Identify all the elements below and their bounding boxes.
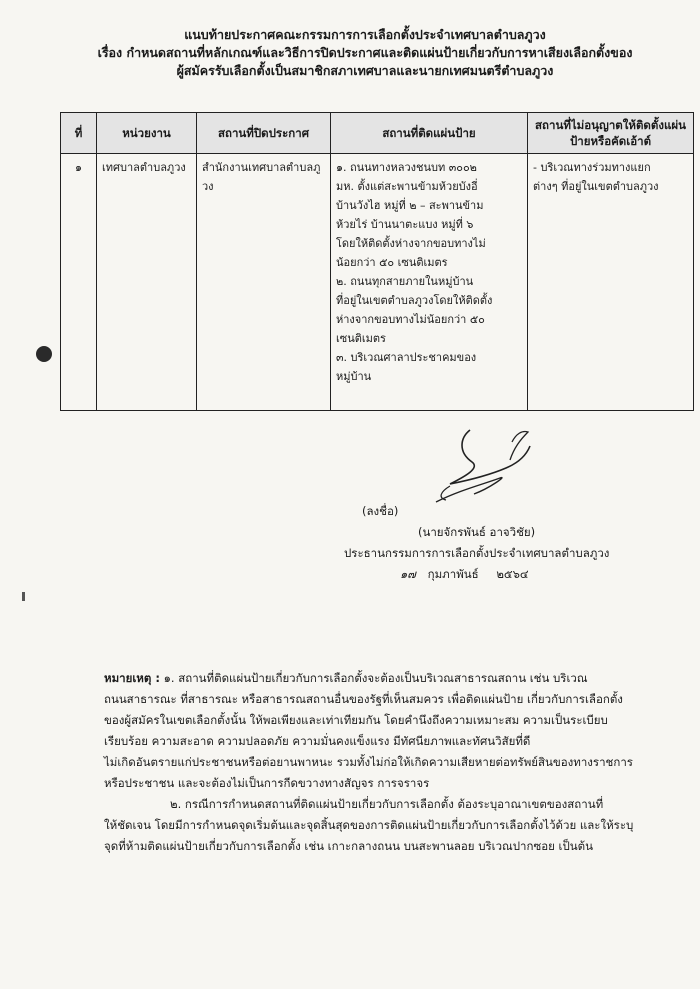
remark-line: ให้ชัดเจน โดยมีการกำหนดจุดเริ่มต้นและจุดสิ้นสุดของการติดแผ่นป้ายเกี่ยวกับการเลือกตั้งไว้ด้วย และให้ระบุ (104, 818, 634, 832)
scan-mark (22, 592, 25, 601)
cell-notice-place: สำนักงานเทศบาลตำบลภูวง (197, 154, 331, 411)
header-line-2: เรื่อง กำหนดสถานที่หลักเกณฑ์และวิธีการปิดประกาศและติดแผ่นป้ายเกี่ยวกับการหาเสียงเลือกตั้งของ (97, 45, 633, 60)
header-prohibited: สถานที่ไม่อนุญาตให้ติดตั้งแผ่นป้ายหรือคัดเอ้าต์ (528, 113, 694, 154)
date-month: กุมภาพันธ์ (427, 567, 479, 581)
sign-location-line: น้อยกว่า ๕๐ เซนติเมตร (336, 256, 448, 269)
cell-agency: เทศบาลตำบลภูวง (97, 154, 197, 411)
remark-line (104, 668, 664, 689)
prohibited-line: ต่างๆ ที่อยู่ในเขตตำบลภูวง (533, 180, 659, 193)
sign-location-line: ๑. ถนนทางหลวงชนบท ๓๐๐๒ (336, 161, 477, 174)
table-row (61, 154, 694, 411)
locations-table (60, 112, 694, 411)
cell-prohibited (528, 154, 694, 411)
sign-location-line: มห. ตั้งแต่สะพานข้ามห้วยบังอี่ (336, 180, 478, 193)
date-day: ๑๗ (400, 567, 416, 581)
binder-hole (36, 346, 52, 362)
remark-line: ๒. กรณีการกำหนดสถานที่ติดแผ่นป้ายเกี่ยวกับการเลือกตั้ง ต้องระบุอาณาเขตของสถานที่ (170, 797, 604, 811)
prohibited-line: - บริเวณทางร่วมทางแยก (533, 161, 651, 174)
sign-location-line: ๒. ถนนทุกสายภายในหมู่บ้าน (336, 275, 474, 288)
sign-location-line: ห้วยไร่ บ้านนาตะแบง หมู่ที่ ๖ (336, 218, 474, 231)
remark-line: ถนนสาธารณะ ที่สาธารณะ หรือสาธารณสถานอื่นของรัฐที่เห็นสมควร เพื่อติดแผ่นป้าย เกี่ยวกับการเลือกตั้ง (104, 692, 623, 706)
header-sign-locations: สถานที่ติดแผ่นป้าย (331, 113, 528, 154)
sign-location-line: โดยให้ติดตั้งห่างจากขอบทางไม่ (336, 237, 486, 250)
sign-location-line: บ้านวังไฮ หมู่ที่ ๒ – สะพานข้าม (336, 199, 484, 212)
remark-lead: หมายเหตุ : (104, 671, 160, 685)
remark-text: ๑. สถานที่ติดแผ่นป้ายเกี่ยวกับการเลือกตั้งจะต้องเป็นบริเวณสาธารณสถาน เช่น บริเวณ (159, 671, 588, 685)
header-line-1: แนบท้ายประกาศคณะกรรมการการเลือกตั้งประจำเทศบาลตำบลภูวง (184, 27, 546, 42)
remark-line: ไม่เกิดอันตรายแก่ประชาชนหรือต่อยานพาหนะ รวมทั้งไม่ก่อให้เกิดความเสียหายต่อทรัพย์สินของทางราชการ (104, 755, 633, 769)
remark-line: เรียบร้อย ความสะอาด ความปลอดภัย ความมั่นคงแข็งแรง มีทัศนียภาพและทัศนวิสัยที่ดี (104, 734, 531, 748)
signature-scribble (430, 418, 550, 508)
header-agency: หน่วยงาน (97, 113, 197, 154)
sign-location-line: ๓. บริเวณศาลาประชาคมของ (336, 351, 477, 364)
header-no: ที่ (61, 113, 97, 154)
signer-name: (นายจักรพันธ์ อาจวิชัย) (418, 525, 536, 539)
sign-location-line: เซนติเมตร (336, 332, 386, 345)
cell-sign-locations (331, 154, 528, 411)
sign-location-line: ห่างจากขอบทางไม่น้อยกว่า ๕๐ (336, 313, 485, 326)
sign-location-line: หมู่บ้าน (336, 370, 372, 383)
remark-line: ของผู้สมัครในเขตเลือกตั้งนั้น ให้พอเพียงและเท่าเทียมกัน โดยคำนึงถึงความเหมาะสม ความเป็นระเบียบ (104, 713, 608, 727)
remarks-section (104, 668, 664, 857)
date-year: ๒๕๖๔ (496, 567, 529, 581)
document-header (60, 26, 670, 80)
signer-position: ประธานกรรมการการเลือกตั้งประจำเทศบาลตำบลภูวง (344, 546, 610, 560)
remark-line: หรือประชาชน และจะต้องไม่เป็นการกีดขวางทางสัญจร การจราจร (104, 776, 430, 790)
signature-label: (ลงชื่อ) (362, 504, 399, 518)
sign-location-line: ที่อยู่ในเขตตำบลภูวงโดยให้ติดตั้ง (336, 294, 493, 307)
header-notice-place: สถานที่ปิดประกาศ (197, 113, 331, 154)
cell-no: ๑ (61, 154, 97, 411)
remark-line: จุดที่ห้ามติดแผ่นป้ายเกี่ยวกับการเลือกตั้ง เช่น เกาะกลางถนน บนสะพานลอย บริเวณปากซอย เป็นต้น (104, 839, 593, 853)
header-line-3: ผู้สมัครรับเลือกตั้งเป็นสมาชิกสภาเทศบาลและนายกเทศมนตรีตำบลภูวง (176, 63, 554, 78)
signature-date (400, 566, 529, 584)
table-header-row (61, 113, 694, 154)
